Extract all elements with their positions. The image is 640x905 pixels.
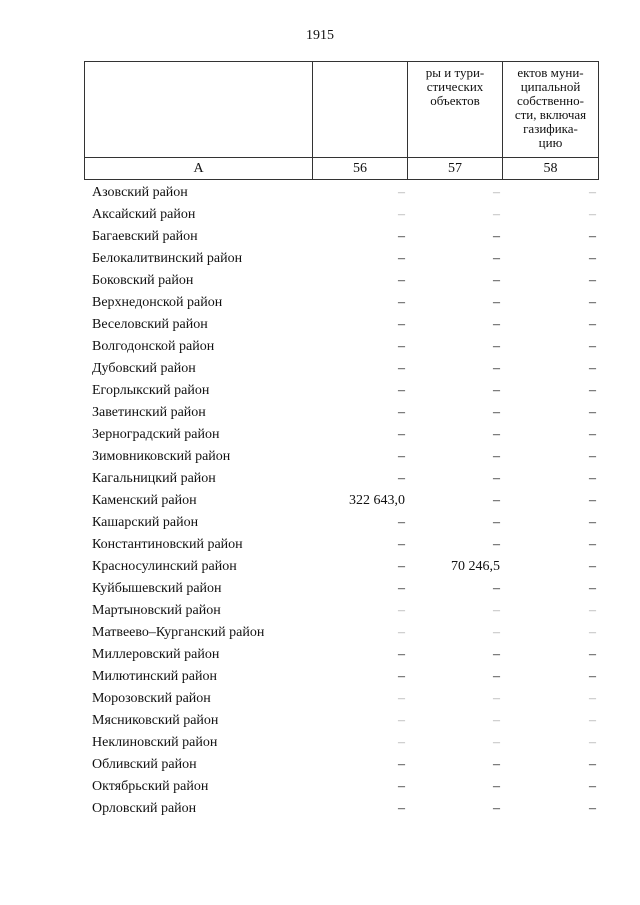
table-row (0, 315, 640, 337)
table-row (0, 227, 640, 249)
value-col-57: – (493, 801, 500, 816)
value-col-56: – (398, 185, 405, 200)
district-name: Милютинский район (92, 669, 218, 684)
district-name: Азовский район (92, 185, 188, 200)
column-number-58: 58 (503, 158, 599, 180)
value-col-56: – (398, 735, 405, 750)
table-row (0, 447, 640, 469)
value-col-57: – (493, 449, 500, 464)
value-col-57: – (493, 603, 500, 618)
district-name: Обливский район (92, 757, 197, 772)
value-col-57: – (493, 515, 500, 530)
value-col-58: – (589, 383, 596, 398)
value-col-58: – (589, 515, 596, 530)
table-row (0, 623, 640, 645)
table-row (0, 513, 640, 535)
district-name: Куйбышевский район (92, 581, 222, 596)
district-name: Кашарский район (92, 515, 199, 530)
header-text-1 (313, 62, 407, 66)
table-row (0, 271, 640, 293)
district-name: Неклиновский район (92, 735, 218, 750)
value-col-58: – (589, 603, 596, 618)
value-col-57: – (493, 229, 500, 244)
table-row (0, 249, 640, 271)
value-col-57: – (493, 493, 500, 508)
value-col-56: – (398, 779, 405, 794)
value-col-57: – (493, 647, 500, 662)
table-row (0, 337, 640, 359)
value-col-57: – (493, 185, 500, 200)
district-name: Каменский район (92, 493, 197, 508)
value-col-57: – (493, 361, 500, 376)
district-name: Дубовский район (92, 361, 196, 376)
table-row (0, 359, 640, 381)
table-body (0, 183, 640, 821)
district-name: Красносулинский район (92, 559, 237, 574)
value-col-56: – (398, 317, 405, 332)
value-col-58: – (589, 779, 596, 794)
district-name: Зимовниковский район (92, 449, 231, 464)
value-col-58: – (589, 339, 596, 354)
district-name: Зерноградский район (92, 427, 220, 442)
value-col-56: – (398, 713, 405, 728)
district-name: Октябрьский район (92, 779, 209, 794)
value-col-57: – (493, 383, 500, 398)
column-number-a: А (85, 158, 313, 180)
table-row (0, 645, 640, 667)
value-col-56: – (398, 449, 405, 464)
table-row (0, 733, 640, 755)
value-col-56: – (398, 757, 405, 772)
table-row (0, 579, 640, 601)
table-row (0, 777, 640, 799)
table-row (0, 425, 640, 447)
value-col-57: – (493, 427, 500, 442)
header-text-0 (85, 62, 312, 66)
district-name: Мясниковский район (92, 713, 219, 728)
district-name: Мартыновский район (92, 603, 221, 618)
district-name: Заветинский район (92, 405, 206, 420)
value-col-57: – (493, 779, 500, 794)
value-col-56: – (398, 273, 405, 288)
table-header (84, 61, 599, 180)
value-col-57: – (493, 581, 500, 596)
value-col-56: – (398, 361, 405, 376)
value-col-56: – (398, 647, 405, 662)
table-row (0, 557, 640, 579)
value-col-56: – (398, 405, 405, 420)
value-col-57: – (493, 405, 500, 420)
value-col-56: – (398, 801, 405, 816)
value-col-58: – (589, 647, 596, 662)
district-name: Аксайский район (92, 207, 196, 222)
value-col-56: – (398, 559, 405, 574)
value-col-57: – (493, 713, 500, 728)
value-col-58: – (589, 757, 596, 772)
district-name: Багаевский район (92, 229, 198, 244)
table-row (0, 601, 640, 623)
table-row (0, 535, 640, 557)
table-row (0, 755, 640, 777)
district-name: Боковский район (92, 273, 194, 288)
table-row (0, 183, 640, 205)
district-name: Волгодонской район (92, 339, 215, 354)
table-row (0, 381, 640, 403)
table-row (0, 293, 640, 315)
value-col-57: 70 246,5 (451, 559, 500, 574)
value-col-57: – (493, 251, 500, 266)
column-number-57: 57 (408, 158, 503, 180)
value-col-58: – (589, 185, 596, 200)
page-number: 1915 (306, 28, 334, 43)
district-name: Кагальницкий район (92, 471, 216, 486)
value-col-57: – (493, 339, 500, 354)
header-text-2: ры и тури- стических объектов (425, 65, 485, 108)
value-col-57: – (493, 735, 500, 750)
value-col-58: – (589, 537, 596, 552)
table-row (0, 469, 640, 491)
value-col-56: – (398, 691, 405, 706)
value-col-58: – (589, 207, 596, 222)
value-col-56: – (398, 251, 405, 266)
district-name: Егорлыкский район (92, 383, 210, 398)
value-col-58: – (589, 229, 596, 244)
value-col-57: – (493, 273, 500, 288)
header-cell-0 (85, 62, 313, 158)
value-col-56: 322 643,0 (349, 493, 405, 508)
value-col-57: – (493, 207, 500, 222)
header-cell-1 (313, 62, 408, 158)
value-col-57: – (493, 295, 500, 310)
value-col-56: – (398, 669, 405, 684)
column-number-56: 56 (313, 158, 408, 180)
header-cell-3 (503, 62, 599, 158)
header-text-3: ектов муни- ципальной собственно- сти, включая газифика- цию (514, 65, 587, 150)
value-col-56: – (398, 295, 405, 310)
value-col-57: – (493, 625, 500, 640)
table-row (0, 491, 640, 513)
value-col-58: – (589, 581, 596, 596)
value-col-56: – (398, 515, 405, 530)
value-col-56: – (398, 471, 405, 486)
value-col-58: – (589, 273, 596, 288)
table-row (0, 689, 640, 711)
value-col-57: – (493, 669, 500, 684)
header-cell-2 (408, 62, 503, 158)
value-col-58: – (589, 427, 596, 442)
value-col-58: – (589, 735, 596, 750)
value-col-58: – (589, 801, 596, 816)
table-row (0, 667, 640, 689)
value-col-56: – (398, 339, 405, 354)
value-col-56: – (398, 581, 405, 596)
value-col-58: – (589, 317, 596, 332)
district-name: Миллеровский район (92, 647, 220, 662)
value-col-57: – (493, 691, 500, 706)
value-col-58: – (589, 559, 596, 574)
value-col-58: – (589, 251, 596, 266)
value-col-56: – (398, 427, 405, 442)
value-col-57: – (493, 471, 500, 486)
value-col-57: – (493, 757, 500, 772)
district-name: Матвеево–Курганский район (92, 625, 265, 640)
value-col-56: – (398, 383, 405, 398)
value-col-57: – (493, 537, 500, 552)
value-col-57: – (493, 317, 500, 332)
value-col-58: – (589, 493, 596, 508)
value-col-58: – (589, 405, 596, 420)
value-col-58: – (589, 625, 596, 640)
value-col-58: – (589, 713, 596, 728)
district-name: Верхнедонской район (92, 295, 223, 310)
district-name: Морозовский район (92, 691, 211, 706)
district-name: Орловский район (92, 801, 197, 816)
district-name: Константиновский район (92, 537, 243, 552)
value-col-58: – (589, 295, 596, 310)
table-row (0, 799, 640, 821)
value-col-56: – (398, 537, 405, 552)
district-name: Веселовский район (92, 317, 208, 332)
value-col-58: – (589, 691, 596, 706)
value-col-58: – (589, 669, 596, 684)
district-name: Белокалитвинский район (92, 251, 243, 266)
value-col-56: – (398, 625, 405, 640)
value-col-56: – (398, 603, 405, 618)
value-col-58: – (589, 449, 596, 464)
value-col-58: – (589, 471, 596, 486)
table-row (0, 403, 640, 425)
value-col-56: – (398, 207, 405, 222)
table-row (0, 711, 640, 733)
value-col-58: – (589, 361, 596, 376)
table-row (0, 205, 640, 227)
value-col-56: – (398, 229, 405, 244)
